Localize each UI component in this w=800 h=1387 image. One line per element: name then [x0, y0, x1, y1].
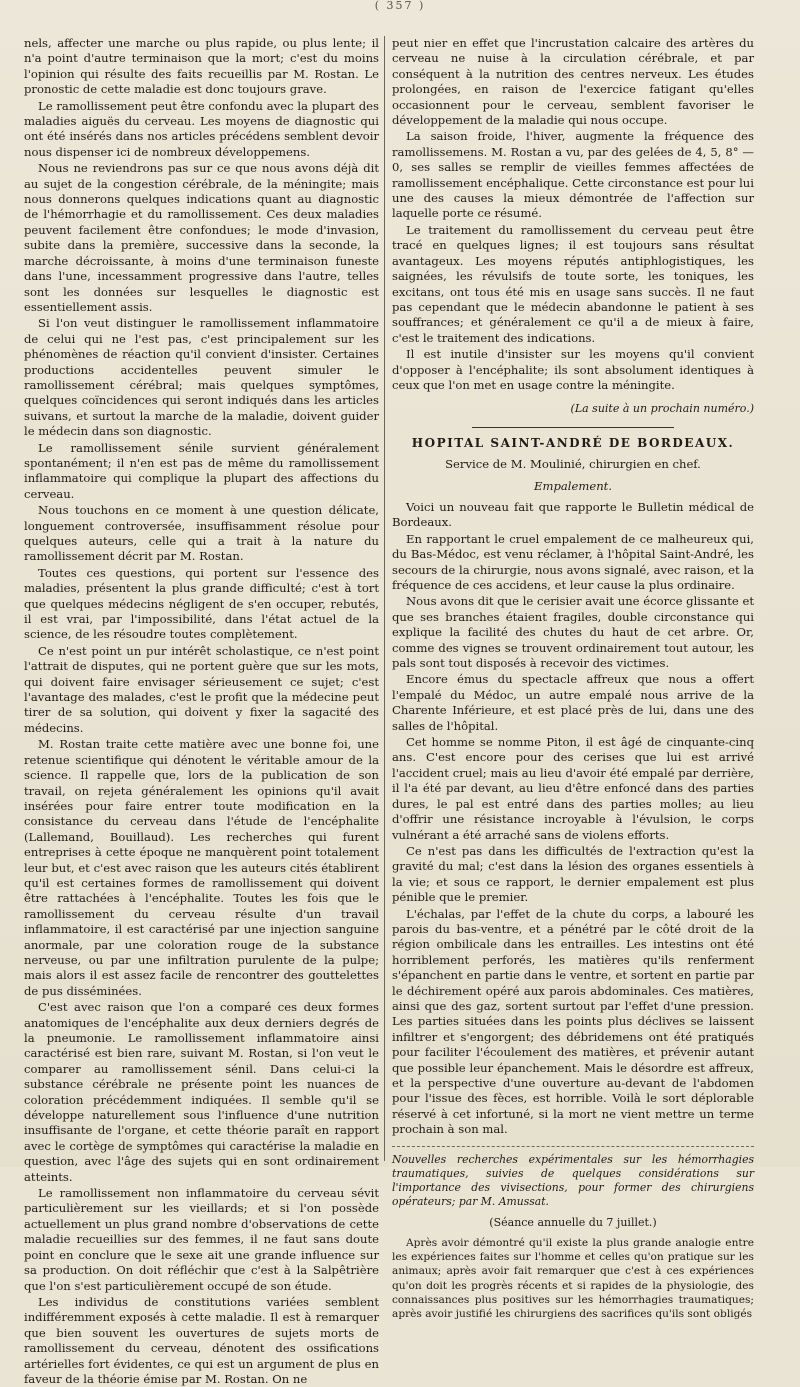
- note-title: Nouvelles recherches expérimentales sur les hémorrhagies traumatiques, suivies de quelques considérations sur l'importance des vivisections, pour former des chirurgiens opérateurs; par M. Amussat.: [392, 1152, 754, 1208]
- paragraph: C'est avec raison que l'on a comparé ces deux formes anatomiques de l'encéphalite aux deux derniers degrés de la pneumonie. Le ramollissement inflammatoire ainsi caractérisé est bien rare, suivant M. Rostan, si l'on veut le comparer au ramollissement sénil. Dans celui-ci la substance cérébrale ne présente point les nuances de coloration précédemment indiquées. Il semble qu'il se développe naturellement sous l'influence d'une nutrition insuffisante de l'organe, et cette théorie paraît en rapport avec le cortège de symptômes qui caractérise la maladie en question, avec l'âge des sujets qui en sont ordinairement atteints.: [24, 1000, 379, 1184]
- service-line: Service de M. Moulinié, chirurgien en chef.: [445, 457, 701, 472]
- right-column: [392, 36, 754, 1321]
- paragraph: L'échalas, par l'effet de la chute du corps, a labouré les parois du bas-ventre, et a pénétré par le côté droit de la région ombilicale dans les entrailles. Les intestins ont été horriblement perforés, les matières qu'ils renferment s'épanchent en partie dans le ventre, et sortent en partie par le déchirement opéré aux parois abdominales. Ces matières, ainsi que des gaz, sortent surtout par l'effet d'une pression. Les parties situées dans les points plus déclives se laissent infiltrer et s'engorgent; des débridemens ont été pratiqués pour faciliter l'écoulement des matières, et prévenir autant que possible leur épanchement. Mais le désordre est affreux, et la perspective d'une ouverture au-devant de l'abdomen pour l'issue des fèces, est horrible. Voilà le sort déplorable réservé à cet infortuné, si la mort ne vient mettre un terme prochain à son mal.: [392, 906, 754, 1137]
- paragraph: peut nier en effet que l'incrustation calcaire des artères du cerveau ne nuise à la circulation cérébrale, et par conséquent à la nutrition des centres nerveux. Les études prolongées, en raison de l'exercice fatigant qu'elles occasionnent pour le cerveau, semblent favoriser le développement de la maladie qui nous occupe.: [392, 36, 754, 128]
- hospital-heading: HOPITAL SAINT-ANDRÉ DE BORDEAUX.: [411, 435, 735, 450]
- note-paragraph: Après avoir démontré qu'il existe la plus grande analogie entre les expériences faites sur l'homme et celles qu'on pratique sur les animaux; après avoir fait remarquer que c'est à ces expériences qu'on doit les progrès récents et si rapides de la physiologie, des connaissances plus positives sur les hémorrhagies traumatiques; après avoir justifié les chirurgiens des sacrifices qu'ils sont obligés: [392, 1237, 754, 1321]
- paragraph: Si l'on veut distinguer le ramollissement inflammatoire de celui qui ne l'est pas, c'est principalement sur les phénomènes de réaction qu'il convient d'insister. Certaines productions accidentelles peuvent simuler le ramollissement cérébral; mais quelques symptômes, quelques coïncidences qui seront indiqués dans les articles suivans, et surtout la marche de la maladie, doivent guider le médecin dans son diagnostic.: [24, 316, 379, 439]
- page-number: ( 357 ): [374, 0, 426, 12]
- paragraph: Il est inutile d'insister sur les moyens qu'il convient d'opposer à l'encéphalite; ils sont absolument identiques à ceux que l'on met en usage contre la méningite.: [392, 347, 754, 392]
- paragraph: Encore émus du spectacle affreux que nous a offert l'empalé du Médoc, un autre empalé nous arrive de la Charente Inférieure, et est placé près de lui, dans une des salles de l'hôpital.: [392, 672, 754, 733]
- note-separator: [392, 1146, 754, 1147]
- paragraph: nels, affecter une marche ou plus rapide, ou plus lente; il n'a point d'autre terminaison que la mort; c'est du moins l'opinion qui résulte des faits recueillis par M. Rostan. Le pronostic de cette maladie est donc toujours grave.: [24, 36, 379, 97]
- paragraph: Nous ne reviendrons pas sur ce que nous avons déjà dit au sujet de la congestion cérébrale, de la méningite; mais nous donnerons quelques indications quant au diagnostic de l'hémorrhagie et du ramollissement. Ces deux maladies peuvent facilement être confondues; le mode d'invasion, subite dans la première, successive dans la seconde, la marche décroissante, à moins d'une terminaison funeste dans l'une, incessamment progressive dans l'autre, telles sont les données sur lesquelles le diagnostic est essentiellement assis.: [24, 161, 379, 314]
- paragraph: Voici un nouveau fait que rapporte le Bulletin médical de Bordeaux.: [392, 499, 754, 530]
- paragraph: Nous touchons en ce moment à une question délicate, longuement controversée, insuffisamment résolue pour quelques auteurs, celle qui a trait à la nature du ramollissement décrit par M. Rostan.: [24, 503, 379, 564]
- paragraph: Ce n'est point un pur intérêt scholastique, ce n'est point l'attrait de disputes, qui ne portent guère que sur les mots, qui doivent faire envisager sérieusement ce sujet; c'est l'avantage des malades, c'est le profit que la médecine peut tirer de sa solution, qui doivent y fixer la sagacité des médecins.: [24, 643, 379, 735]
- paragraph: Toutes ces questions, qui portent sur l'essence des maladies, présentent la plus grande difficulté; c'est à tort que quelques médecins négligent de s'en occuper, rebutés, il est vrai, par l'impossibilité, dans l'état actuel de la science, de les résoudre toutes complètement.: [24, 565, 379, 642]
- paragraph: Le ramollissement sénile survient généralement spontanément; il n'en est pas de même du ramollissement inflammatoire qui complique la plupart des affections du cerveau.: [24, 440, 379, 501]
- ramollissement-continued: [392, 36, 754, 393]
- column-divider: [384, 36, 385, 1161]
- paragraph: Le traitement du ramollissement du cerveau peut être tracé en quelques lignes; il est toujours sans résultat avantageux. Les moyens réputés antiphlogistiques, les saignées, les révulsifs de toute sorte, les toniques, les excitans, ont tous été mis en usage sans succès. Il ne faut pas cependant que le médecin abandonne le patient à ses souffrances; et généralement ce qu'il a de mieux à faire, c'est le traitement des indications.: [392, 222, 754, 345]
- left-column: [24, 36, 379, 1386]
- paragraph: Le ramollissement non inflammatoire du cerveau sévit particulièrement sur les vieillards; et si l'on possède actuellement un plus grand nombre d'observations de cette maladie recueillies sur des femmes, il ne faut sans doute point en conclure que le sexe ait une grande influence sur sa production. On doit réfléchir que c'est à la Salpêtrière que l'on s'est particulièrement occupé de son étude.: [24, 1186, 379, 1293]
- continuation-note: (La suite à un prochain numéro.): [570, 402, 754, 416]
- paragraph: Nous avons dit que le cerisier avait une écorce glissante et que ses branches étaient fragiles, double circonstance qui explique la facilité des chutes du haut de cet arbre. Or, comme des vignes se trouvent ordinairement tout autour, les pals sont tout disposés à recevoir des victimes.: [392, 594, 754, 671]
- paragraph: Ce n'est pas dans les difficultés de l'extraction qu'est la gravité du mal; c'est dans la lésion des organes essentiels à la vie; et sous ce rapport, le dernier empalement est plus pénible que le premier.: [392, 843, 754, 905]
- seance-line: (Séance annuelle du 7 juillet.): [489, 1215, 657, 1229]
- paragraph: En rapportant le cruel empalement de ce malheureux qui, du Bas-Médoc, est venu réclamer, à l'hôpital Saint-André, les secours de la chirurgie, nous avons signalé, avec raison, et la fréquence de ces accidens, et leur cause la plus ordinaire.: [392, 531, 754, 592]
- empalement-article: [392, 500, 754, 1138]
- paragraph: Les individus de constitutions variées semblent indifféremment exposés à cette maladie. Il est à remarquer que bien souvent les ouvertures de sujets morts de ramollissement du cerveau, dénotent des ossifications artérielles fort évidentes, ce qui est un argument de plus en faveur de la théorie émise par M. Rostan. On ne: [24, 1294, 379, 1386]
- paragraph: Le ramollissement peut être confondu avec la plupart des maladies aiguës du cerveau. Les moyens de diagnostic qui ont été insérés dans nos articles précédens semblent devoir nous dispenser ici de nombreux développemens.: [24, 98, 379, 159]
- paragraph: La saison froide, l'hiver, augmente la fréquence des ramollissemens. M. Rostan a vu, par des gelées de 4, 5, 8° — 0, ses salles se remplir de vieilles femmes affectées de ramollissement encéphalique. Cette circonstance est pour lui une des causes la mieux démontrée de l'affection sur laquelle porte ce résumé.: [392, 129, 754, 221]
- article-subject: Empalement.: [533, 478, 613, 493]
- paragraph: M. Rostan traite cette matière avec une bonne foi, une retenue scientifique qui dénotent le véritable amour de la science. Il rappelle que, lors de la publication de son travail, on rejeta généralement les opinions qu'il avait insérées pour faire entrer toute modification en la consistance du cerveau dans l'étude de l'encéphalite (Lallemand, Bouillaud). Les recherches qui furent entreprises à cette époque ne manquèrent point totalement leur but, et c'est avec raison que les auteurs cités établirent qu'il est certaines formes de ramollissement qui doivent être rattachées à l'encéphalite. Toutes les fois que le ramollissement du cerveau résulte d'un travail inflammatoire, il est caractérisé par une injection sanguine anormale, par une coloration rouge de la substance nerveuse, ou par une infiltration purulente de la pulpe; mais alors il est assez facile de rencontrer des gouttelettes de pus disséminées.: [24, 737, 379, 998]
- paragraph: Cet homme se nomme Piton, il est âgé de cinquante-cinq ans. C'est encore pour des cerises que lui est arrivé l'accident cruel; mais au lieu d'avoir été empalé par derrière, il l'a été par devant, au lieu d'être enfoncé dans des parties dures, le pal est entré dans des parties molles; au lieu d'offrir une résistance incroyable à l'évulsion, le corps vulnérant a été arraché sans de violens efforts.: [392, 735, 754, 842]
- section-separator: [472, 427, 674, 428]
